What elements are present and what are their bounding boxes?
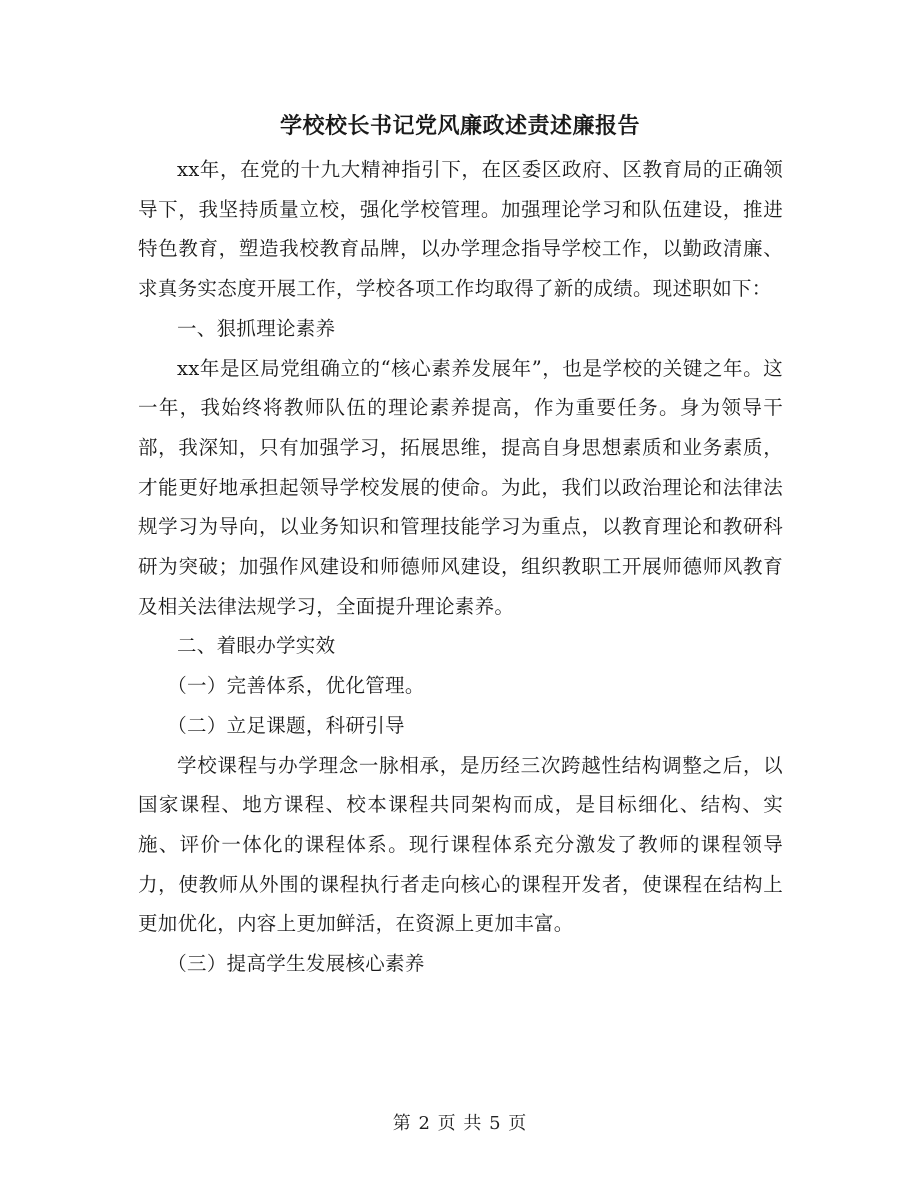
subsection-2-paragraph: 学校课程与办学理念一脉相承，是历经三次跨越性结构调整之后，以国家课程、地方课程、校本课程共同架构而成，是目标细化、结构、实施、评价一体化的课程体系。现行课程体系充分激发了教师的课程领导力，使教师从外围的课程执行者走向核心的课程开发者，使课程在结构上更加优化，内容上更加鲜活，在资源上更加丰富。 <box>138 753 783 936</box>
section-heading-2: 二、着眼办学实效 <box>177 634 336 658</box>
section-1-paragraph: xx年是区局党组确立的“核心素养发展年”，也是学校的关键之年。这一年，我始终将教师队伍的理论素养提高，作为重要任务。身为领导干部，我深知，只有加强学习，拓展思维，提高自身思想素质和业务素质，才能更好地承担起领导学校发展的使命。为此，我们以政治理论和法律法规学习为导向，以业务知识和管理技能学习为重点，以教育理论和教研科研为突破；加强作风建设和师德师风建设，组织教职工开展师德师风教育及相关法律法规学习，全面提升理论素养。 <box>138 356 783 618</box>
section-heading-1: 一、狠抓理论素养 <box>177 316 336 340</box>
page-number-footer: 第 2 页 共 5 页 <box>392 1113 528 1134</box>
document-body <box>138 150 783 984</box>
document-title: 学校校长书记党风廉政述责述廉报告 <box>279 113 640 139</box>
subsection-heading-3: （三）提高学生发展核心素养 <box>167 952 425 976</box>
subsection-heading-1: （一）完善体系，优化管理。 <box>167 674 425 698</box>
intro-paragraph: xx年，在党的十九大精神指引下，在区委区政府、区教育局的正确领导下，我坚持质量立校，强化学校管理。加强理论学习和队伍建设，推进特色教育，塑造我校教育品牌，以办学理念指导学校工作，以勤政清廉、求真务实态度开展工作，学校各项工作均取得了新的成绩。现述职如下： <box>138 158 783 301</box>
subsection-heading-2: （二）立足课题，科研引导 <box>167 713 405 737</box>
